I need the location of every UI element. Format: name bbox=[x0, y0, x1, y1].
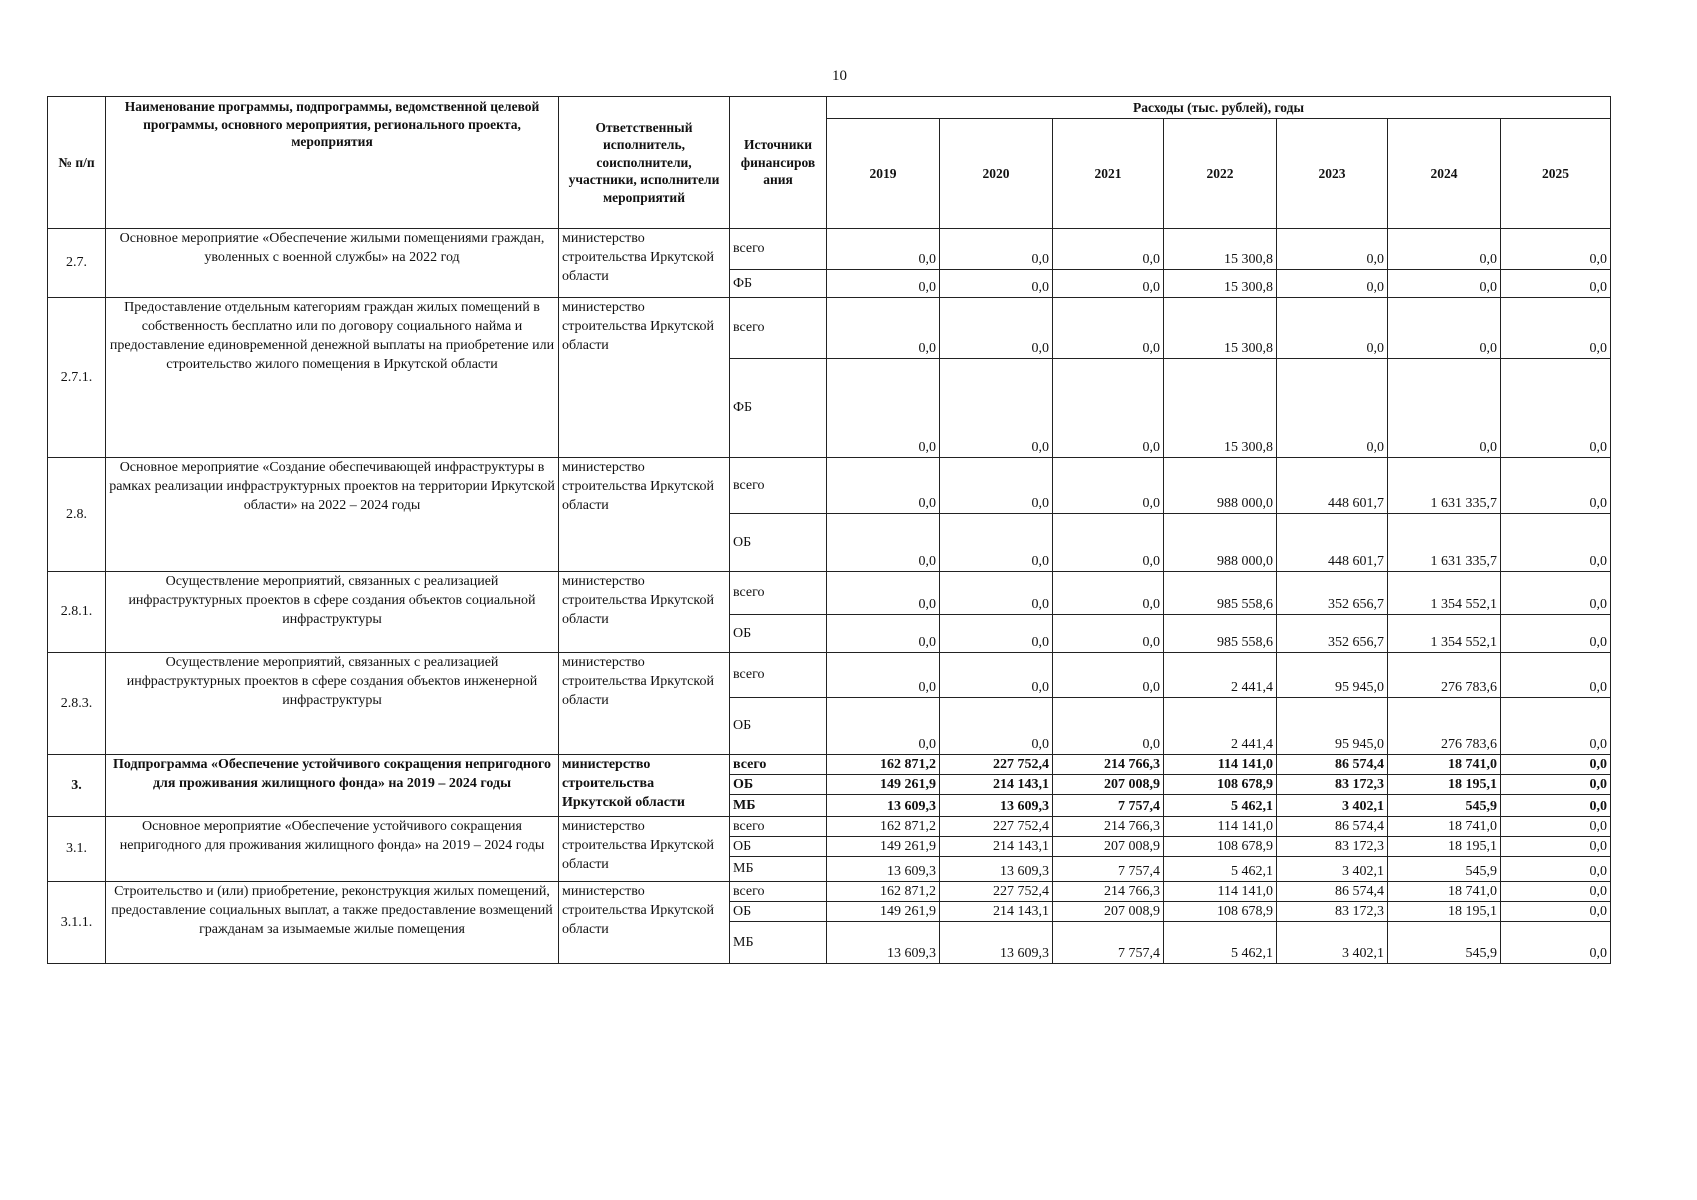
row-source: всего bbox=[730, 882, 827, 902]
row-value: 207 008,9 bbox=[1053, 775, 1164, 795]
row-source: МБ bbox=[730, 795, 827, 817]
row-value: 7 757,4 bbox=[1053, 795, 1164, 817]
row-value: 0,0 bbox=[1501, 229, 1611, 270]
header-year: 2022 bbox=[1164, 119, 1277, 229]
row-value: 0,0 bbox=[1388, 298, 1501, 359]
row-value: 276 783,6 bbox=[1388, 653, 1501, 698]
row-executor: министерство строительства Иркутской области bbox=[559, 572, 730, 653]
row-value: 0,0 bbox=[940, 514, 1053, 572]
row-value: 1 354 552,1 bbox=[1388, 572, 1501, 615]
row-value: 545,9 bbox=[1388, 795, 1501, 817]
header-expenses: Расходы (тыс. рублей), годы bbox=[827, 97, 1611, 119]
header-year: 2023 bbox=[1277, 119, 1388, 229]
row-name: Основное мероприятие «Создание обеспечивающей инфраструктуры в рамках реализации инфраструктурных проектов на территории Иркутской области» на 2022 – 2024 годы bbox=[106, 458, 559, 572]
row-value: 0,0 bbox=[1501, 653, 1611, 698]
row-value: 0,0 bbox=[827, 298, 940, 359]
row-value: 985 558,6 bbox=[1164, 615, 1277, 653]
row-value: 214 766,3 bbox=[1053, 817, 1164, 837]
row-value: 0,0 bbox=[940, 359, 1053, 458]
row-source: МБ bbox=[730, 857, 827, 882]
row-source: всего bbox=[730, 229, 827, 270]
row-value: 83 172,3 bbox=[1277, 902, 1388, 922]
row-value: 15 300,8 bbox=[1164, 270, 1277, 298]
row-value: 1 631 335,7 bbox=[1388, 514, 1501, 572]
row-number: 2.8.3. bbox=[48, 653, 106, 755]
row-name: Предоставление отдельным категориям граждан жилых помещений в собственность бесплатно или по договору социального найма и предоставление единовременной денежной выплаты на приобретение или строительство жилого помещения в Иркутской области bbox=[106, 298, 559, 458]
row-value: 0,0 bbox=[1501, 572, 1611, 615]
table-row bbox=[48, 653, 1611, 698]
row-value: 162 871,2 bbox=[827, 882, 940, 902]
row-value: 0,0 bbox=[1053, 698, 1164, 755]
row-value: 0,0 bbox=[1501, 817, 1611, 837]
table-row bbox=[48, 755, 1611, 775]
row-value: 0,0 bbox=[1277, 270, 1388, 298]
row-value: 0,0 bbox=[1501, 458, 1611, 514]
header-source: Источники финансиров ания bbox=[730, 97, 827, 229]
row-value: 13 609,3 bbox=[940, 795, 1053, 817]
row-value: 18 195,1 bbox=[1388, 902, 1501, 922]
row-value: 5 462,1 bbox=[1164, 795, 1277, 817]
row-value: 0,0 bbox=[827, 270, 940, 298]
row-value: 0,0 bbox=[827, 514, 940, 572]
row-value: 15 300,8 bbox=[1164, 298, 1277, 359]
row-value: 0,0 bbox=[827, 615, 940, 653]
row-value: 227 752,4 bbox=[940, 817, 1053, 837]
table-row bbox=[48, 817, 1611, 837]
row-number: 2.8.1. bbox=[48, 572, 106, 653]
row-value: 0,0 bbox=[1053, 458, 1164, 514]
row-value: 214 766,3 bbox=[1053, 882, 1164, 902]
table-body bbox=[48, 229, 1611, 964]
row-value: 0,0 bbox=[827, 359, 940, 458]
row-value: 0,0 bbox=[940, 653, 1053, 698]
row-value: 0,0 bbox=[940, 572, 1053, 615]
row-value: 18 741,0 bbox=[1388, 755, 1501, 775]
row-value: 3 402,1 bbox=[1277, 922, 1388, 964]
header-year: 2024 bbox=[1388, 119, 1501, 229]
row-value: 545,9 bbox=[1388, 857, 1501, 882]
row-value: 0,0 bbox=[1053, 229, 1164, 270]
row-source: всего bbox=[730, 298, 827, 359]
row-value: 0,0 bbox=[1501, 698, 1611, 755]
page-number: 10 bbox=[832, 68, 847, 84]
row-number: 3. bbox=[48, 755, 106, 817]
row-value: 0,0 bbox=[1053, 615, 1164, 653]
row-source: всего bbox=[730, 817, 827, 837]
header-executor: Ответственный исполнитель, соисполнители, участники, исполнители мероприятий bbox=[559, 97, 730, 229]
row-executor: министерство строительства Иркутской области bbox=[559, 298, 730, 458]
header-year: 2021 bbox=[1053, 119, 1164, 229]
row-value: 0,0 bbox=[1501, 857, 1611, 882]
row-value: 545,9 bbox=[1388, 922, 1501, 964]
row-executor: министерство строительства Иркутской области bbox=[559, 817, 730, 882]
row-value: 15 300,8 bbox=[1164, 359, 1277, 458]
row-value: 0,0 bbox=[940, 229, 1053, 270]
row-value: 86 574,4 bbox=[1277, 882, 1388, 902]
row-value: 227 752,4 bbox=[940, 755, 1053, 775]
row-value: 0,0 bbox=[1053, 653, 1164, 698]
row-number: 2.8. bbox=[48, 458, 106, 572]
row-value: 0,0 bbox=[827, 698, 940, 755]
row-value: 448 601,7 bbox=[1277, 514, 1388, 572]
row-value: 0,0 bbox=[1053, 514, 1164, 572]
row-value: 0,0 bbox=[940, 458, 1053, 514]
row-source: ОБ bbox=[730, 902, 827, 922]
row-value: 0,0 bbox=[1277, 298, 1388, 359]
row-number: 2.7. bbox=[48, 229, 106, 298]
row-value: 0,0 bbox=[1501, 755, 1611, 775]
row-value: 214 766,3 bbox=[1053, 755, 1164, 775]
row-value: 0,0 bbox=[1501, 298, 1611, 359]
row-value: 95 945,0 bbox=[1277, 698, 1388, 755]
table-row bbox=[48, 882, 1611, 902]
row-value: 0,0 bbox=[827, 572, 940, 615]
row-value: 0,0 bbox=[1388, 270, 1501, 298]
row-value: 0,0 bbox=[1277, 229, 1388, 270]
row-value: 108 678,9 bbox=[1164, 775, 1277, 795]
row-value: 13 609,3 bbox=[940, 922, 1053, 964]
row-executor: министерство строительства Иркутской области bbox=[559, 755, 730, 817]
row-value: 2 441,4 bbox=[1164, 698, 1277, 755]
header-no: № п/п bbox=[48, 97, 106, 229]
row-value: 162 871,2 bbox=[827, 755, 940, 775]
row-value: 162 871,2 bbox=[827, 817, 940, 837]
header-year: 2025 bbox=[1501, 119, 1611, 229]
row-value: 227 752,4 bbox=[940, 882, 1053, 902]
row-value: 448 601,7 bbox=[1277, 458, 1388, 514]
row-value: 0,0 bbox=[940, 698, 1053, 755]
row-value: 5 462,1 bbox=[1164, 857, 1277, 882]
row-name: Строительство и (или) приобретение, реконструкция жилых помещений, предоставление социальных выплат, а также предоставление возмещений гражданам за изымаемые жилые помещения bbox=[106, 882, 559, 964]
row-value: 0,0 bbox=[1277, 359, 1388, 458]
row-value: 0,0 bbox=[827, 229, 940, 270]
row-value: 18 741,0 bbox=[1388, 817, 1501, 837]
row-value: 0,0 bbox=[1501, 837, 1611, 857]
row-value: 0,0 bbox=[1388, 359, 1501, 458]
row-value: 0,0 bbox=[1053, 298, 1164, 359]
row-value: 13 609,3 bbox=[827, 857, 940, 882]
header-year: 2019 bbox=[827, 119, 940, 229]
row-value: 108 678,9 bbox=[1164, 902, 1277, 922]
row-value: 0,0 bbox=[1501, 615, 1611, 653]
row-value: 276 783,6 bbox=[1388, 698, 1501, 755]
row-value: 0,0 bbox=[1053, 572, 1164, 615]
row-number: 3.1.1. bbox=[48, 882, 106, 964]
row-value: 13 609,3 bbox=[827, 922, 940, 964]
row-source: всего bbox=[730, 458, 827, 514]
row-value: 0,0 bbox=[1501, 922, 1611, 964]
row-value: 0,0 bbox=[1053, 270, 1164, 298]
row-name: Подпрограмма «Обеспечение устойчивого сокращения непригодного для проживания жилищного фонда» на 2019 – 2024 годы bbox=[106, 755, 559, 817]
row-source: ОБ bbox=[730, 837, 827, 857]
row-number: 2.7.1. bbox=[48, 298, 106, 458]
row-value: 0,0 bbox=[1501, 902, 1611, 922]
row-value: 2 441,4 bbox=[1164, 653, 1277, 698]
row-value: 149 261,9 bbox=[827, 775, 940, 795]
expenses-table bbox=[47, 96, 1611, 964]
row-value: 149 261,9 bbox=[827, 837, 940, 857]
row-name: Осуществление мероприятий, связанных с реализацией инфраструктурных проектов в сфере создания объектов социальной инфраструктуры bbox=[106, 572, 559, 653]
row-value: 13 609,3 bbox=[940, 857, 1053, 882]
row-value: 7 757,4 bbox=[1053, 922, 1164, 964]
row-value: 0,0 bbox=[1501, 270, 1611, 298]
row-value: 207 008,9 bbox=[1053, 837, 1164, 857]
row-value: 15 300,8 bbox=[1164, 229, 1277, 270]
row-value: 988 000,0 bbox=[1164, 458, 1277, 514]
row-value: 0,0 bbox=[827, 653, 940, 698]
row-value: 214 143,1 bbox=[940, 902, 1053, 922]
row-value: 114 141,0 bbox=[1164, 882, 1277, 902]
row-executor: министерство строительства Иркутской области bbox=[559, 653, 730, 755]
table-row bbox=[48, 572, 1611, 615]
row-source: всего bbox=[730, 572, 827, 615]
row-number: 3.1. bbox=[48, 817, 106, 882]
row-value: 0,0 bbox=[1388, 229, 1501, 270]
row-value: 0,0 bbox=[940, 298, 1053, 359]
row-value: 86 574,4 bbox=[1277, 817, 1388, 837]
row-source: ФБ bbox=[730, 270, 827, 298]
row-value: 988 000,0 bbox=[1164, 514, 1277, 572]
row-value: 18 195,1 bbox=[1388, 775, 1501, 795]
row-value: 86 574,4 bbox=[1277, 755, 1388, 775]
table-row bbox=[48, 298, 1611, 359]
row-value: 18 195,1 bbox=[1388, 837, 1501, 857]
row-value: 13 609,3 bbox=[827, 795, 940, 817]
row-executor: министерство строительства Иркутской области bbox=[559, 229, 730, 298]
header-year: 2020 bbox=[940, 119, 1053, 229]
row-value: 0,0 bbox=[1501, 359, 1611, 458]
row-source: всего bbox=[730, 755, 827, 775]
row-value: 1 631 335,7 bbox=[1388, 458, 1501, 514]
header-name: Наименование программы, подпрограммы, ведомственной целевой программы, основного мероприятия, регионального проекта, мероприятия bbox=[106, 97, 559, 229]
row-value: 108 678,9 bbox=[1164, 837, 1277, 857]
row-source: ОБ bbox=[730, 514, 827, 572]
row-value: 3 402,1 bbox=[1277, 795, 1388, 817]
row-value: 83 172,3 bbox=[1277, 837, 1388, 857]
row-value: 214 143,1 bbox=[940, 775, 1053, 795]
row-value: 214 143,1 bbox=[940, 837, 1053, 857]
row-source: ОБ bbox=[730, 775, 827, 795]
row-value: 0,0 bbox=[1053, 359, 1164, 458]
row-executor: министерство строительства Иркутской области bbox=[559, 458, 730, 572]
row-value: 83 172,3 bbox=[1277, 775, 1388, 795]
row-source: МБ bbox=[730, 922, 827, 964]
row-name: Основное мероприятие «Обеспечение устойчивого сокращения непригодного для проживания жилищного фонда» на 2019 – 2024 годы bbox=[106, 817, 559, 882]
row-value: 3 402,1 bbox=[1277, 857, 1388, 882]
row-source: всего bbox=[730, 653, 827, 698]
row-value: 0,0 bbox=[827, 458, 940, 514]
row-source: ФБ bbox=[730, 359, 827, 458]
row-value: 0,0 bbox=[1501, 514, 1611, 572]
row-value: 0,0 bbox=[1501, 795, 1611, 817]
row-value: 0,0 bbox=[940, 615, 1053, 653]
row-value: 0,0 bbox=[1501, 775, 1611, 795]
row-value: 18 741,0 bbox=[1388, 882, 1501, 902]
row-value: 352 656,7 bbox=[1277, 572, 1388, 615]
row-source: ОБ bbox=[730, 615, 827, 653]
row-value: 114 141,0 bbox=[1164, 817, 1277, 837]
row-name: Основное мероприятие «Обеспечение жилыми помещениями граждан, уволенных с военной службы» на 2022 год bbox=[106, 229, 559, 298]
row-value: 0,0 bbox=[940, 270, 1053, 298]
row-value: 985 558,6 bbox=[1164, 572, 1277, 615]
table-row bbox=[48, 229, 1611, 270]
row-value: 1 354 552,1 bbox=[1388, 615, 1501, 653]
row-value: 114 141,0 bbox=[1164, 755, 1277, 775]
row-value: 352 656,7 bbox=[1277, 615, 1388, 653]
row-executor: министерство строительства Иркутской области bbox=[559, 882, 730, 964]
row-value: 207 008,9 bbox=[1053, 902, 1164, 922]
row-name: Осуществление мероприятий, связанных с реализацией инфраструктурных проектов в сфере создания объектов инженерной инфраструктуры bbox=[106, 653, 559, 755]
row-value: 149 261,9 bbox=[827, 902, 940, 922]
row-value: 95 945,0 bbox=[1277, 653, 1388, 698]
row-value: 7 757,4 bbox=[1053, 857, 1164, 882]
row-value: 0,0 bbox=[1501, 882, 1611, 902]
row-value: 5 462,1 bbox=[1164, 922, 1277, 964]
row-source: ОБ bbox=[730, 698, 827, 755]
table-row bbox=[48, 458, 1611, 514]
